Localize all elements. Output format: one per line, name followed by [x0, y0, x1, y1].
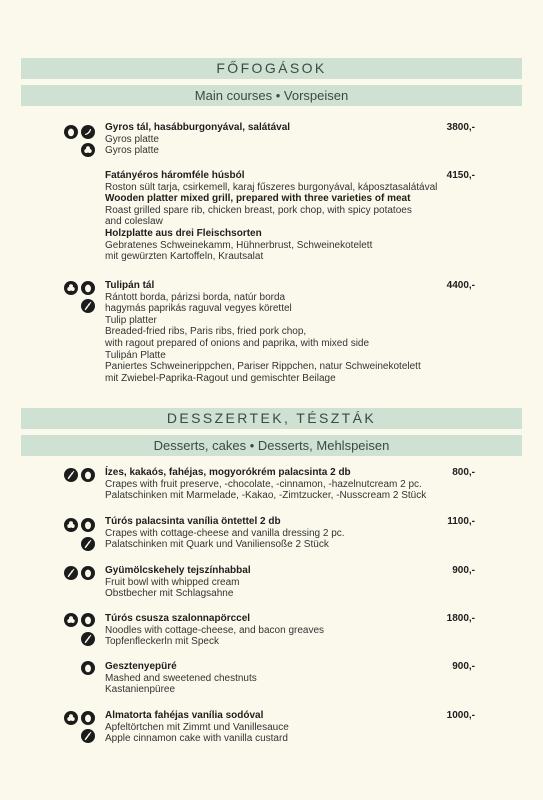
menu-item-price: 4400,-: [446, 280, 475, 291]
dairy-icon: [81, 143, 95, 157]
egg-icon: [81, 711, 95, 725]
menu-item-description: Breaded-fried ribs, Paris ribs, fried pork chop,: [105, 326, 307, 338]
menu-item-name: Túrós csusza szalonnapörccel: [105, 613, 251, 624]
menu-item-description: mit gewürzten Kartoffeln, Krautsalat: [105, 251, 264, 263]
menu-item: [105, 565, 485, 600]
menu-item-description: with ragout prepared of onions and paprika, with mixed side: [105, 337, 370, 349]
dairy-icon: [64, 281, 78, 295]
menu-item-description: and coleslaw: [105, 216, 163, 228]
menu-item-description: Rántott borda, párizsi borda, natúr borda: [105, 291, 286, 303]
menu-item-description: mit Zwiebel-Paprika-Ragout und gemischter Beilage: [105, 372, 336, 384]
egg-icon: [81, 518, 95, 532]
menu-item-description: Gyros platte: [105, 133, 159, 145]
menu-item-description: Kastanienpüree: [105, 684, 176, 696]
section-subtitle-main: Main courses • Vorspeisen: [21, 85, 522, 106]
menu-item-price: 4150,-: [446, 170, 475, 181]
menu-item-price: 900,-: [452, 565, 475, 576]
wheat-icon: [81, 729, 95, 743]
egg-icon: [81, 468, 95, 482]
menu-item: [105, 122, 485, 157]
wheat-icon: [81, 537, 95, 551]
menu-item-description: Fruit bowl with whipped cream: [105, 576, 240, 588]
menu-item-description: Paniertes Schweinerippchen, Pariser Rippchen, natur Schweinekotelett: [105, 361, 421, 373]
menu-item-description: Roston sült tarja, csirkemell, karaj fűszeres burgonyával, káposztasalátával: [105, 181, 438, 193]
menu-item: [105, 661, 485, 696]
wheat-icon: [81, 632, 95, 646]
menu-item-description: Crapes with cottage-cheese and vanilla dressing 2 pc.: [105, 527, 345, 539]
wheat-icon: [64, 566, 78, 580]
dairy-icon: [64, 613, 78, 627]
menu-item: [105, 613, 485, 648]
menu-item: [105, 467, 485, 502]
egg-icon: [81, 661, 95, 675]
egg-icon: [64, 125, 78, 139]
egg-icon: [81, 281, 95, 295]
egg-icon: [81, 566, 95, 580]
menu-item-description: Mashed and sweetened chestnuts: [105, 672, 257, 684]
menu-item-description: Tulip platter: [105, 314, 157, 326]
menu-item-price: 900,-: [452, 661, 475, 672]
dairy-icon: [64, 518, 78, 532]
menu-item-description: Apfeltörtchen mit Zimmt und Vanillesauce: [105, 721, 289, 733]
chili-icon: [81, 125, 95, 139]
menu-item-description: Topfenfleckerln mit Speck: [105, 636, 219, 648]
menu-item: [105, 280, 485, 384]
menu-item-name: Fatányéros háromféle húsból: [105, 170, 245, 181]
menu-item-description: hagymás paprikás raguval vegyes körettel: [105, 303, 292, 315]
menu-item-price: 1800,-: [446, 613, 475, 624]
menu-item-price: 1000,-: [446, 710, 475, 721]
menu-item-description: Gebratenes Schweinekamm, Hühnerbrust, Schweinekotelett: [105, 239, 373, 251]
menu-item-description: Gyros platte: [105, 145, 159, 157]
menu-item-description: Palatschinken mit Quark und Vaniliensoße 2 Stück: [105, 539, 329, 551]
menu-item-description: Tulipán Platte: [105, 349, 166, 361]
section-title-desserts: DESSZERTEK, TÉSZTÁK: [21, 408, 522, 429]
menu-item: [105, 170, 485, 263]
menu-item: [105, 516, 485, 551]
menu-item-description: Holzplatte aus drei Fleischsorten: [105, 227, 262, 239]
menu-item-description: Noodles with cottage-cheese, and bacon greaves: [105, 624, 325, 636]
menu-item-name: Ízes, kakaós, fahéjas, mogyorókrém palacsinta 2 db: [105, 467, 351, 478]
menu-item-description: Obstbecher mit Schlagsahne: [105, 588, 234, 600]
wheat-icon: [64, 468, 78, 482]
dairy-icon: [64, 711, 78, 725]
menu-item-description: Palatschinken mit Marmelade, -Kakao, -Zimtzucker, -Nusscream 2 Stück: [105, 490, 427, 502]
section-title-main: FŐFOGÁSOK: [21, 58, 522, 79]
menu-item-description: Wooden platter mixed grill, prepared with three varieties of meat: [105, 193, 411, 205]
menu-item-name: Túrós palacsinta vanília öntettel 2 db: [105, 516, 281, 527]
menu-item-price: 800,-: [452, 467, 475, 478]
wheat-icon: [81, 299, 95, 313]
menu-item-price: 1100,-: [447, 516, 475, 527]
menu-item-name: Gesztenyepüré: [105, 661, 177, 672]
menu-item-price: 3800,-: [446, 122, 475, 133]
menu-item-description: Apple cinnamon cake with vanilla custard: [105, 733, 288, 745]
menu-item-name: Almatorta fahéjas vanília sodóval: [105, 710, 264, 721]
menu-item-description: Crapes with fruit preserve, -chocolate, -cinnamon, -hazelnutcream 2 pc.: [105, 478, 422, 490]
menu-item-description: Roast grilled spare rib, chicken breast, pork chop, with spicy potatoes: [105, 204, 412, 216]
menu-item-name: Gyros tál, hasábburgonyával, salátával: [105, 122, 291, 133]
menu-item-name: Gyümölcskehely tejszínhabbal: [105, 565, 251, 576]
egg-icon: [81, 613, 95, 627]
section-subtitle-desserts: Desserts, cakes • Desserts, Mehlspeisen: [21, 435, 522, 456]
menu-item: [105, 710, 485, 745]
menu-item-name: Tulipán tál: [105, 280, 155, 291]
